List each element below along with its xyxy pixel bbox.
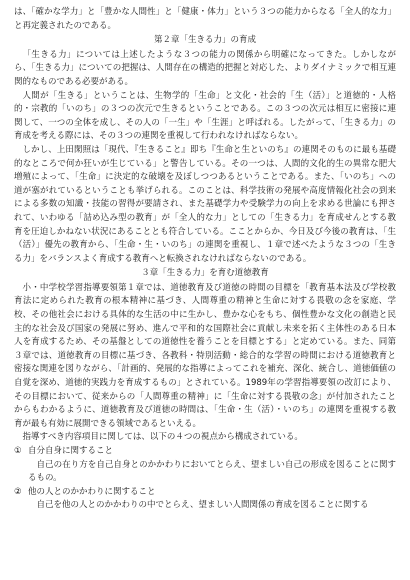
list-item-number: ① (14, 446, 22, 456)
intro-paragraph: は、「確かな学力」と「豊かな人間性」と「健康・体力」という３つの能力からなる「全人的な力」と再定義されたのである。 (14, 7, 396, 31)
chapter3-heading: ３章「生きる力」を育む道徳教育 (141, 268, 269, 279)
list-item-title (14, 445, 396, 459)
chapter2-paragraph: 「生きる力」については上述したような３つの能力の関係から明確になってきた。しかしながら、「生きる力」についての把握は、人間存在の構造的把握と対応した、よりダイナミックで相互連関的なものである必要がある。 (14, 49, 396, 87)
chapter3-paragraph: 小・中学校学習指導要領第１章では、道徳教育及び道徳の時間の目標を「教育基本法及び学校教育法に定められた教育の根本精神に基づき、人間尊重の精神と生命に対する畏敬の念を家庭、学校、その他社会における具体的な生活の中に生かし、豊かな心をもち、個性豊かな文化の創造と民主的な社会及び国家の発展に努め、進んで平和的な国際社会に貢献し未来を拓く主体性のある日本人を育成するため、その基盤としての道徳性を養うことを目標とする」と定めている。また、同第３章では、道徳教育の目標に基づき、各教科・特別活動・総合的な学習の時間における道徳教育と密接な関連を図りながら、「計画的、発展的な指導によってこれを補充、深化、統合し、道徳価値の自覚を深め、道徳的実践力を育成するもの」とされている。1989年の学習指導要領の改訂により、その目標において、従来からの「人間尊重の精神」に「生命に対する畏敬の念」が付加されたことからもわかるように、道徳教育及び道徳の時間は、「生命・生（活）・いのち」の連関を重視する教育が最も有効に展開できる領域であるといえる。 (14, 282, 396, 429)
list-item-body: 自己を他の人とのかかわりの中でとらえ、望ましい人間関係の育成を図ることに関する (36, 500, 369, 511)
list-item-body: 自己の在り方を自己自身とのかかわりにおいてとらえ、望ましい自己の形成を図ることに関するもの。 (28, 459, 396, 484)
chapter2-paragraph: しかし、上田閑照は「現代、『生きること』即ち『生命と生といのち』の連関そのものに最も基礎的なところで何か狂いが生じている」と警告している。その一つは、人間的文化的生の異常な肥大増殖によって、「生命」に決定的な破壊を及ぼしつつあるということである。また、「いのち」への道が塞がれているということも挙げられる。このことは、科学技術の発展や高度情報化社会の到来による多数の知識・技能の習得が要請され、また基礎学力や受験学力の向上を求める世論にも押されて、いわゆる「詰め込み型の教育」が「全人的な力」としての「生きる力」を育成せんとする教育を圧迫しかねない状況にあることとも符合している。こことからか、今日及び今後の教育は、「生（活）」優先の教育から、「生命・生・いのち」の連関を重視し、１章で述べたような３つの「生きる力」をバランスよく育成する教育へと転換されなければならないのである。 (14, 144, 396, 264)
chapter2-paragraph: 人間が「生きる」ということは、生物学的「生命」と文化・社会的「生（活）」と道徳的・人格的・宗教的「いのち」の３つの次元で生きるということである。この３つの次元は相互に密接に連関して、一つの全体を成し、その人の「一生」や「生涯」と呼ばれる。したがって、「生きる力」の育成を考える際には、その３つの連関を重視して行われなければならない。 (14, 90, 396, 142)
list-item-title (14, 486, 396, 500)
list-item-heading: 他の人とのかかわりに関すること (28, 486, 156, 497)
chapter2-heading: 第２章「生きる力」の育成 (153, 35, 256, 46)
chapter3-paragraph: 指導すべき内容項目に関しては、以下の４つの視点から構成されている。 (22, 432, 303, 443)
list-item-number: ② (14, 486, 22, 497)
list-item-heading: 自分自身に関すること (28, 446, 114, 456)
